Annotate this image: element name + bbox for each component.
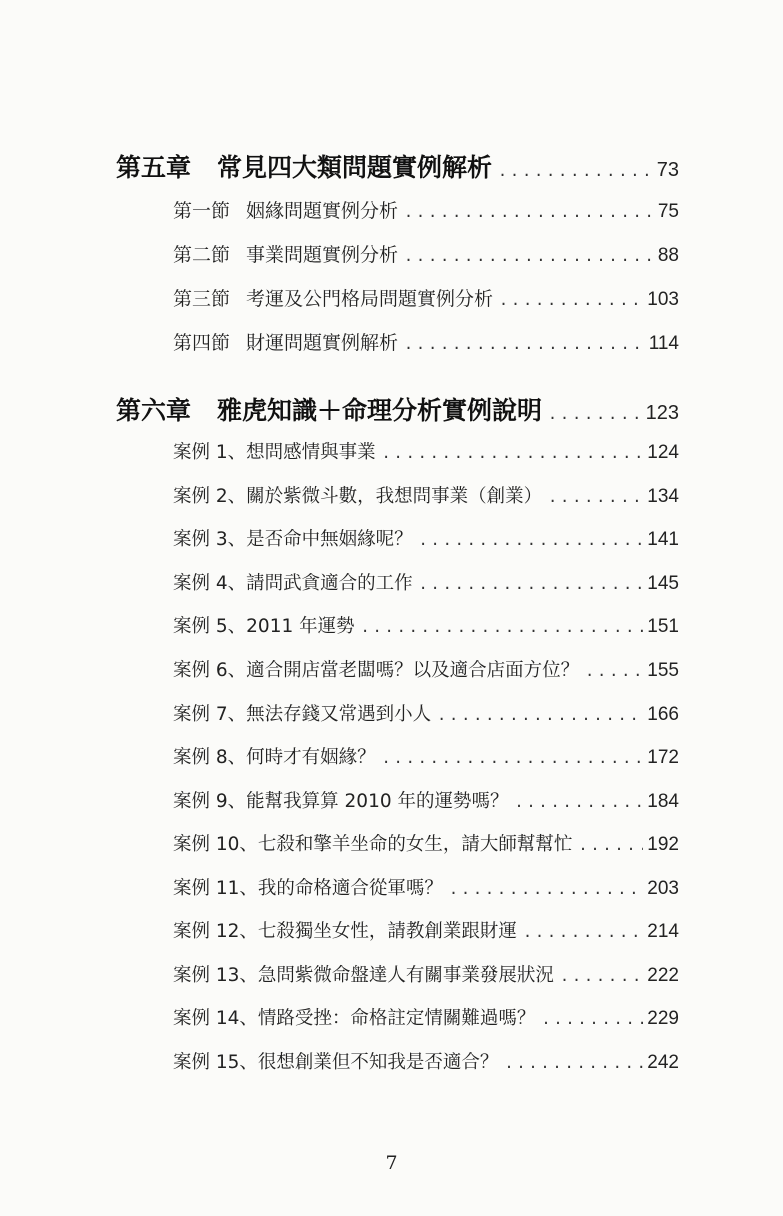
chapter-heading	[116, 391, 679, 427]
case-entry	[173, 569, 679, 595]
chapter-page: 123	[645, 402, 679, 424]
case-page: 155	[647, 660, 679, 681]
dot-leader	[504, 1054, 643, 1072]
case-label: 案例 15、很想創業但不知我是否適合？	[173, 1052, 499, 1073]
section-title: 考運及公門格局問題實例分析	[246, 288, 494, 310]
case-label: 案例 8、何時才有姻緣？	[173, 747, 376, 768]
case-label: 案例 13、急問紫微命盤達人有關事業發展狀況	[173, 965, 554, 986]
dot-leader	[419, 575, 644, 593]
dot-leader	[419, 531, 644, 549]
section-title: 事業問題實例分析	[246, 244, 399, 266]
dot-leader	[585, 662, 643, 680]
section-number: 第二節	[173, 244, 231, 266]
dot-leader	[548, 405, 642, 423]
case-label: 案例 4、請問武貪適合的工作	[173, 573, 413, 594]
dot-leader	[382, 444, 644, 462]
section-number: 第三節	[173, 288, 231, 310]
dot-leader	[515, 793, 644, 811]
case-page: 229	[647, 1008, 679, 1029]
section-entry	[173, 328, 679, 355]
case-label: 案例 6、適合開店當老闆嗎？以及適合店面方位？	[173, 660, 580, 681]
case-label: 案例 9、能幫我算算 2010 年的運勢嗎？	[173, 791, 509, 812]
chapter-page: 73	[656, 159, 679, 181]
case-page: 145	[647, 573, 679, 594]
section-page: 103	[647, 289, 679, 310]
case-entry	[173, 1004, 679, 1030]
case-page: 151	[647, 616, 679, 637]
case-entry	[173, 438, 679, 464]
case-entry	[173, 700, 679, 726]
case-page: 192	[647, 834, 679, 855]
dot-leader	[382, 749, 644, 767]
dot-leader	[361, 618, 644, 636]
dot-leader	[404, 247, 654, 265]
dot-leader	[499, 291, 643, 309]
section-number: 第四節	[173, 332, 231, 354]
case-entry	[173, 787, 679, 813]
page-number: 7	[385, 1152, 398, 1174]
case-label: 案例 1、想問感情與事業	[173, 442, 376, 463]
chapter-number: 第五章	[116, 153, 192, 182]
case-label: 案例 7、無法存錢又常遇到小人	[173, 704, 432, 725]
section-entry	[173, 284, 679, 311]
section-number: 第一節	[173, 200, 231, 222]
case-entry	[173, 656, 679, 682]
case-entry	[173, 1048, 679, 1074]
section-entry	[173, 196, 679, 223]
dot-leader	[548, 488, 643, 506]
case-label: 案例 3、是否命中無姻緣呢？	[173, 529, 413, 550]
case-label: 案例 11、我的命格適合從軍嗎？	[173, 878, 443, 899]
case-entry	[173, 874, 679, 900]
dot-leader	[498, 162, 653, 180]
case-page: 124	[647, 442, 679, 463]
dot-leader	[523, 923, 643, 941]
case-page: 242	[647, 1052, 679, 1073]
case-entry	[173, 743, 679, 769]
dot-leader	[541, 1010, 643, 1028]
dot-leader	[449, 880, 643, 898]
dot-leader	[404, 203, 654, 221]
chapter-number: 第六章	[116, 396, 192, 425]
case-label: 案例 2、關於紫微斗數，我想問事業（創業）	[173, 486, 543, 507]
dot-leader	[578, 836, 643, 854]
case-page: 222	[647, 965, 679, 986]
case-label: 案例 14、情路受挫：命格註定情關難過嗎？	[173, 1008, 536, 1029]
case-entry	[173, 612, 679, 638]
case-page: 214	[647, 921, 679, 942]
case-entry	[173, 961, 679, 987]
section-entry	[173, 240, 679, 267]
case-label: 案例 10、七殺和擎羊坐命的女生，請大師幫幫忙	[173, 834, 573, 855]
chapter-title: 雅虎知識＋命理分析實例說明	[217, 396, 543, 425]
case-label: 案例 12、七殺獨坐女性，請教創業跟財運	[173, 921, 517, 942]
dot-leader	[437, 706, 643, 724]
case-entry	[173, 917, 679, 943]
section-page: 88	[657, 245, 679, 266]
section-page: 114	[648, 333, 679, 354]
case-page: 134	[647, 486, 679, 507]
case-entry	[173, 830, 679, 856]
case-label: 案例 5、2011 年運勢	[173, 616, 355, 637]
dot-leader	[404, 335, 645, 353]
case-page: 141	[647, 529, 679, 550]
case-page: 184	[647, 791, 679, 812]
case-page: 172	[647, 747, 679, 768]
case-page: 166	[647, 704, 679, 725]
section-title: 財運問題實例解析	[246, 332, 399, 354]
section-title: 姻緣問題實例分析	[246, 200, 399, 222]
case-entry	[173, 525, 679, 551]
chapter-heading	[116, 148, 679, 184]
dot-leader	[560, 967, 643, 985]
chapter-title: 常見四大類問題實例解析	[217, 153, 493, 182]
case-page: 203	[647, 878, 679, 899]
case-entry	[173, 482, 679, 508]
section-page: 75	[657, 201, 679, 222]
